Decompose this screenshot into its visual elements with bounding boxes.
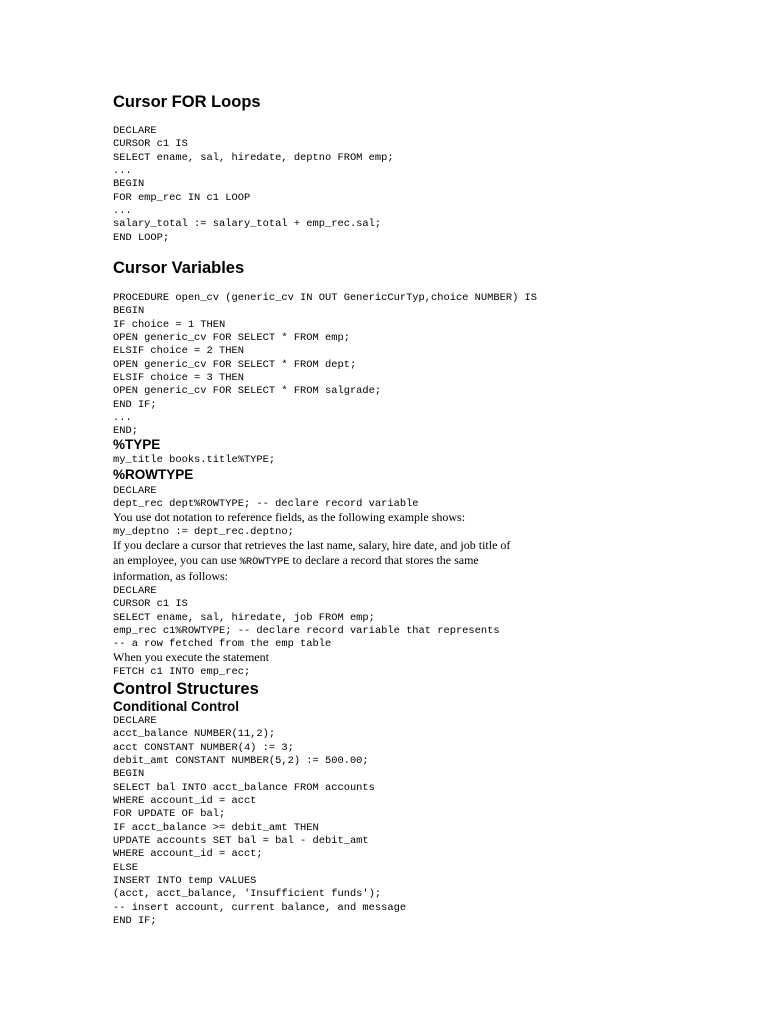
code-line: END IF; <box>113 915 157 928</box>
code-line: FOR emp_rec IN c1 LOOP <box>113 191 251 204</box>
code-block-conditional-control <box>113 715 406 929</box>
code-block-cursor-variables <box>113 292 537 439</box>
prose-cursor-record-line1: If you declare a cursor that retrieves the last name, salary, hire date, and job title of <box>113 538 511 552</box>
prose-cursor-record-line2-pre: an employee, you can use <box>113 553 240 567</box>
code-line: CURSOR c1 IS <box>113 138 188 151</box>
code-line: debit_amt CONSTANT NUMBER(5,2) := 500.00; <box>113 755 369 768</box>
code-line: (acct, acct_balance, 'Insufficient funds'); <box>113 888 382 901</box>
code-block-cursor-for-loops <box>113 125 394 245</box>
code-line: UPDATE accounts SET bal = bal - debit_amt <box>113 835 369 848</box>
heading-cursor-variables: Cursor Variables <box>113 259 245 277</box>
heading-rowtype: %ROWTYPE <box>113 467 194 482</box>
code-line: WHERE account_id = acct; <box>113 848 263 861</box>
heading-type: %TYPE <box>113 437 161 452</box>
prose-execute-statement: When you execute the statement <box>113 650 269 664</box>
prose-cursor-record-line2 <box>113 553 479 570</box>
code-line: -- a row fetched from the emp table <box>113 638 332 651</box>
code-line: PROCEDURE open_cv (generic_cv IN OUT GenericCurTyp,choice NUMBER) IS <box>113 292 538 304</box>
code-line: dept_rec dept%ROWTYPE; -- declare record variable <box>113 498 419 511</box>
code-line: END; <box>113 425 138 438</box>
code-line: DECLARE <box>113 585 157 597</box>
prose-dot-notation: You use dot notation to reference fields, as the following example shows: <box>113 510 466 524</box>
code-block-type <box>113 454 275 467</box>
code-line: BEGIN <box>113 178 145 191</box>
code-line: emp_rec c1%ROWTYPE; -- declare record variable that represents <box>113 625 500 638</box>
code-line: ELSE <box>113 861 138 874</box>
code-line: SELECT ename, sal, hiredate, job FROM emp; <box>113 611 375 624</box>
code-line: my_title books.title%TYPE; <box>113 454 276 466</box>
code-line: OPEN generic_cv FOR SELECT * FROM dept; <box>113 358 357 371</box>
code-line: ELSIF choice = 3 THEN <box>113 372 244 385</box>
code-line: salary_total := salary_total + emp_rec.sal; <box>113 218 382 231</box>
code-line: FOR UPDATE OF bal; <box>113 808 226 821</box>
code-line: DECLARE <box>113 485 157 497</box>
code-line: acct CONSTANT NUMBER(4) := 3; <box>113 741 294 754</box>
code-line: END IF; <box>113 398 157 411</box>
code-line: SELECT bal INTO acct_balance FROM accounts <box>113 781 375 794</box>
code-line: acct_balance NUMBER(11,2); <box>113 728 276 741</box>
code-line: IF choice = 1 THEN <box>113 318 226 331</box>
code-line: BEGIN <box>113 768 145 781</box>
prose-cursor-record-line3: information, as follows: <box>113 569 228 583</box>
code-line: CURSOR c1 IS <box>113 598 188 611</box>
code-line: OPEN generic_cv FOR SELECT * FROM emp; <box>113 332 350 345</box>
code-line: -- insert account, current balance, and message <box>113 901 407 914</box>
code-block-fetch <box>113 666 250 679</box>
code-line: OPEN generic_cv FOR SELECT * FROM salgrade; <box>113 385 382 398</box>
heading-cursor-for-loops: Cursor FOR Loops <box>113 93 261 111</box>
code-block-rowtype-cursor <box>113 585 500 652</box>
code-line: IF acct_balance >= debit_amt THEN <box>113 821 319 834</box>
heading-control-structures: Control Structures <box>113 680 259 698</box>
inline-code-rowtype: %ROWTYPE <box>239 556 290 568</box>
code-line: ... <box>113 165 132 178</box>
code-line: BEGIN <box>113 305 145 318</box>
code-line: SELECT ename, sal, hiredate, deptno FROM emp; <box>113 151 394 164</box>
heading-conditional-control: Conditional Control <box>113 699 239 714</box>
code-line: DECLARE <box>113 715 157 727</box>
code-line: ELSIF choice = 2 THEN <box>113 345 244 358</box>
code-line: ... <box>113 412 132 425</box>
code-line: END LOOP; <box>113 231 170 244</box>
code-line: WHERE account_id = acct <box>113 795 257 808</box>
code-line: my_deptno := dept_rec.deptno; <box>113 526 294 538</box>
code-block-rowtype-declare <box>113 485 419 512</box>
code-line: INSERT INTO temp VALUES <box>113 875 257 888</box>
prose-cursor-record-line2-post: to declare a record that stores the same <box>289 553 479 567</box>
code-line: DECLARE <box>113 125 157 137</box>
code-line: FETCH c1 INTO emp_rec; <box>113 666 251 678</box>
code-line: ... <box>113 205 132 218</box>
